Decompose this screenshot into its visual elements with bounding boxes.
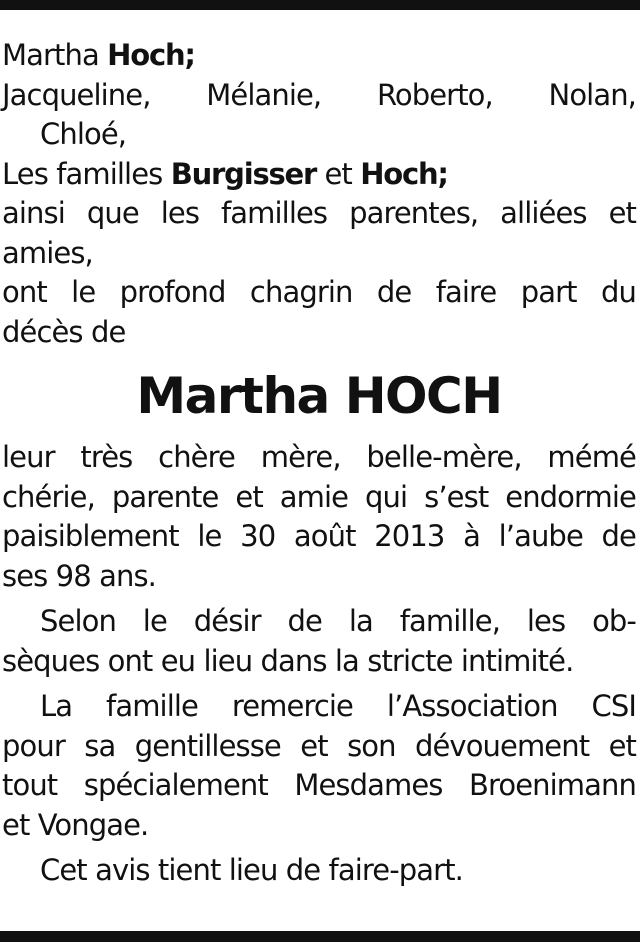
bottom-border-rule: [0, 931, 640, 942]
top-border-rule: [0, 0, 640, 10]
body-paragraph-1-line: ses 98 ans.: [2, 558, 156, 593]
grandchild-name: Nolan,: [548, 77, 636, 112]
grandchild-name: Roberto,: [376, 77, 493, 112]
deceased-name-heading: Martha HOCH: [136, 367, 502, 425]
families-conjunction: et: [316, 156, 361, 191]
body-paragraph-1-line: chérie, parente et amie qui s’est endormie: [2, 479, 636, 514]
grandchildren-line: [2, 76, 636, 116]
grandchild-name: Mélanie,: [206, 77, 322, 112]
relatives-line-end: amies,: [2, 235, 93, 270]
relatives-line: ainsi que les familles parentes, alliées et: [2, 196, 636, 230]
body-paragraph-3-line: pour sa gentillesse et son dévouement et: [2, 728, 636, 763]
announcer-first-name: Martha: [2, 38, 108, 72]
grandchild-name: Jacqueline,: [2, 77, 151, 112]
families-line: [2, 155, 636, 195]
announcement-line: ont le profond chagrin de faire part du: [2, 275, 636, 309]
body-paragraph-3-line: La famille remercie l’Association CSI: [40, 689, 636, 723]
grandchild-name-continued: Chloé,: [40, 117, 127, 151]
body-paragraph-3-line: tout spécialement Mesdames Broenimann: [2, 768, 636, 802]
body-paragraph-2-line: Selon le désir de la famille, les ob-: [40, 604, 636, 638]
announcer-line: [2, 36, 636, 76]
families-prefix: Les familles: [2, 156, 171, 191]
body-paragraph-1-line: paisiblement le 30 août 2013 à l’aube de: [2, 519, 636, 553]
body-paragraph-1-line: leur très chère mère, belle-mère, mémé: [2, 440, 636, 474]
obituary-notice: [2, 36, 636, 891]
family-name-burgisser: Burgisser: [170, 156, 317, 191]
closing-line: Cet avis tient lieu de faire-part.: [40, 853, 463, 887]
family-name-hoch: Hoch;: [360, 156, 448, 191]
announcer-surname: Hoch;: [107, 38, 195, 72]
body-paragraph-3-line: et Vongae.: [2, 807, 149, 842]
body-paragraph-2-line: sèques ont eu lieu dans la stricte intimité.: [2, 643, 574, 678]
announcement-line-end: décès de: [2, 314, 126, 349]
